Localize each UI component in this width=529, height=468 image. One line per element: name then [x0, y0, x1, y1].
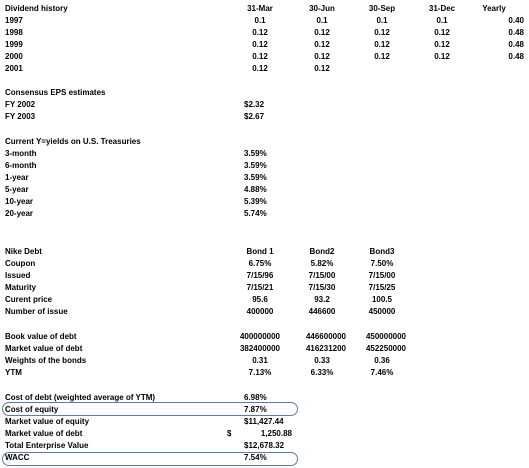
debt-cell: 7/15/00 — [368, 271, 396, 280]
treasury-label: 1-year — [5, 173, 29, 182]
summary-value: $12,678.32 — [244, 441, 285, 450]
dividend-cell: 0.12 — [434, 52, 450, 61]
debt-label: Issued — [5, 271, 31, 280]
dividend-cell: 0.12 — [314, 28, 330, 37]
treasury-value: 3.59% — [244, 149, 267, 158]
dividend-cell: 0.12 — [252, 52, 268, 61]
dividend-yearly: 0.48 — [508, 28, 524, 37]
bond-value-cell: 450000000 — [365, 332, 406, 341]
bond-value-cell: 446600000 — [305, 332, 346, 341]
debt-label: Maturity — [5, 283, 37, 292]
dividend-cell: 0.12 — [314, 52, 330, 61]
bond-value-label: YTM — [5, 368, 22, 377]
eps-value: $2.32 — [244, 100, 265, 109]
treasury-label: 3-month — [5, 149, 37, 158]
debt-cell: 7/15/25 — [368, 283, 396, 292]
bond-header: Bond3 — [369, 247, 395, 256]
dividend-cell: 0.12 — [374, 28, 390, 37]
treasury-value: 5.74% — [244, 209, 267, 218]
bond-value-label: Book value of debt — [5, 332, 77, 341]
dividend-cell: 0.12 — [252, 40, 268, 49]
currency-symbol: $ — [227, 429, 232, 438]
col-header-30-jun: 30-Jun — [309, 4, 335, 13]
bond-header: Bond2 — [309, 247, 335, 256]
debt-cell: 446600 — [308, 307, 336, 316]
debt-label: Number of issue — [5, 307, 68, 316]
bond-value-cell: 0.33 — [314, 356, 330, 365]
bond-value-cell: 382400000 — [239, 344, 280, 353]
dividend-cell: 0.12 — [374, 40, 390, 49]
bond-value-cell: 7.46% — [370, 368, 394, 377]
summary-label: Cost of equity — [5, 405, 59, 414]
dividend-cell: 0.1 — [376, 16, 388, 25]
debt-cell: 7/15/00 — [308, 271, 336, 280]
debt-cell: 5.82% — [310, 259, 334, 268]
dividend-cell: 0.1 — [254, 16, 266, 25]
debt-cell: 7.50% — [370, 259, 394, 268]
dividend-year: 1999 — [5, 40, 23, 49]
treasury-value: 4.88% — [244, 185, 267, 194]
dividend-cell: 0.12 — [252, 64, 268, 73]
eps-title: Consensus EPS estimates — [5, 88, 106, 97]
debt-cell: 400000 — [246, 307, 274, 316]
dividend-yearly: 0.48 — [508, 52, 524, 61]
summary-label: Cost of debt (weighted average of YTM) — [5, 393, 156, 402]
treasury-value: 5.39% — [244, 197, 267, 206]
dividend-history-title: Dividend history — [5, 4, 68, 13]
eps-label: FY 2002 — [5, 100, 36, 109]
dividend-cell: 0.12 — [434, 40, 450, 49]
debt-label: Curent price — [5, 295, 53, 304]
col-header-yearly: Yearly — [482, 4, 506, 13]
debt-title: Nike Debt — [5, 247, 42, 256]
bond-value-cell: 416231200 — [305, 344, 346, 353]
dividend-cell: 0.1 — [316, 16, 328, 25]
debt-cell: 450000 — [368, 307, 396, 316]
dividend-yearly: 0.48 — [508, 40, 524, 49]
treasury-label: 6-month — [5, 161, 37, 170]
summary-label: Total Enterprise Value — [5, 441, 89, 450]
summary-label: Market value of debt — [5, 429, 83, 438]
bond-value-label: Weights of the bonds — [5, 356, 87, 365]
treasury-label: 20-year — [5, 209, 34, 218]
col-header-31-mar: 31-Mar — [247, 4, 273, 13]
eps-value: $2.67 — [244, 112, 265, 121]
bond-header: Bond 1 — [246, 247, 274, 256]
dividend-cell: 0.1 — [436, 16, 448, 25]
dividend-year: 1998 — [5, 28, 23, 37]
eps-label: FY 2003 — [5, 112, 36, 121]
summary-label: Market value of equity — [5, 417, 90, 426]
debt-cell: 93.2 — [314, 295, 330, 304]
dividend-cell: 0.12 — [252, 28, 268, 37]
dividend-year: 2001 — [5, 64, 23, 73]
treasury-value: 3.59% — [244, 173, 267, 182]
bond-value-cell: 0.31 — [252, 356, 268, 365]
dividend-year: 1997 — [5, 16, 23, 25]
bond-value-cell: 6.33% — [310, 368, 334, 377]
wacc-value: 7.54% — [244, 453, 267, 462]
debt-cell: 6.75% — [248, 259, 272, 268]
dividend-cell: 0.12 — [374, 52, 390, 61]
cost-of-equity-value: 7.87% — [244, 405, 267, 414]
treasury-label: 10-year — [5, 197, 34, 206]
summary-value: 1,250.88 — [260, 429, 292, 438]
bond-value-cell: 0.36 — [374, 356, 390, 365]
dividend-year: 2000 — [5, 52, 23, 61]
dividend-yearly: 0.40 — [508, 16, 524, 25]
col-header-31-dec: 31-Dec — [428, 4, 456, 13]
treasury-value: 3.59% — [244, 161, 267, 170]
debt-cell: 95.6 — [252, 295, 268, 304]
bond-value-label: Market value of debt — [5, 344, 83, 353]
debt-cell: 7/15/30 — [308, 283, 336, 292]
debt-label: Coupon — [5, 259, 36, 268]
dividend-cell: 0.12 — [314, 64, 330, 73]
summary-value: $11,427.44 — [244, 417, 284, 426]
treasury-label: 5-year — [5, 185, 29, 194]
bond-value-cell: 7.13% — [248, 368, 272, 377]
dividend-cell: 0.12 — [314, 40, 330, 49]
col-header-30-sep: 30-Sep — [368, 4, 396, 13]
treasuries-title: Current Y=yields on U.S. Treasuries — [5, 137, 141, 146]
bond-value-cell: 452250000 — [365, 344, 406, 353]
bond-value-cell: 400000000 — [239, 332, 280, 341]
debt-cell: 7/15/96 — [246, 271, 274, 280]
debt-cell: 7/15/21 — [246, 283, 274, 292]
summary-value: 6.98% — [244, 393, 267, 402]
debt-cell: 100.5 — [371, 295, 393, 304]
summary-label: WACC — [5, 453, 30, 462]
dividend-cell: 0.12 — [434, 28, 450, 37]
